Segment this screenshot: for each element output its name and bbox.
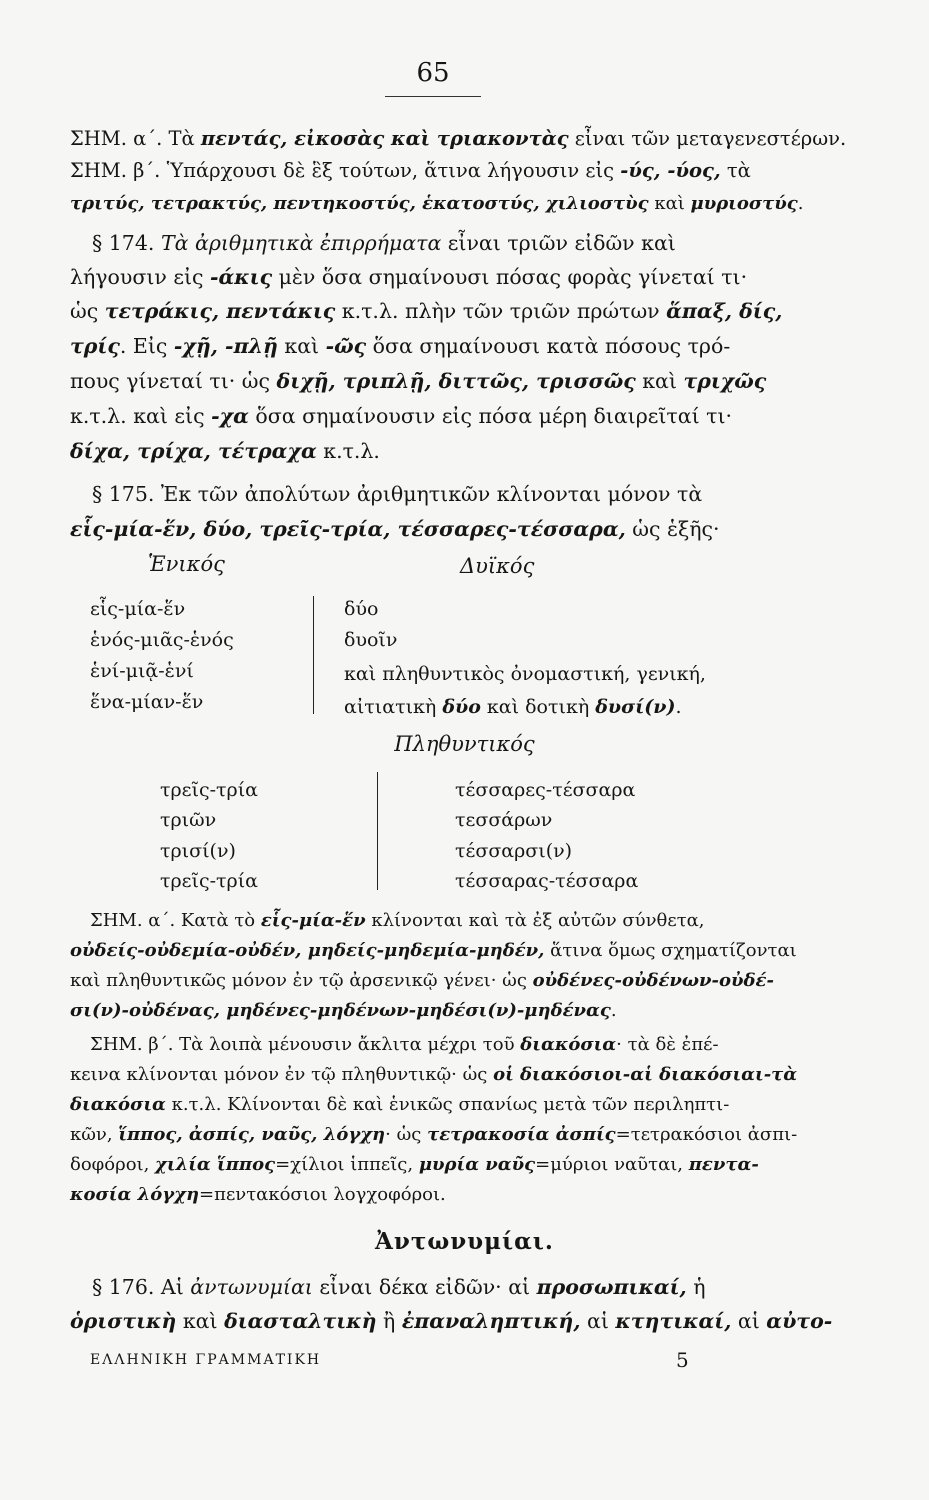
plural-left-form-3: τρισί(ν) <box>160 840 236 862</box>
section-174-line-5: πους γίνεταί τι· ὡς διχῇ, τριπλῇ, διττῶς, τρισσῶς καὶ τριχῶς <box>70 369 767 393</box>
section-174-line-4: τρίς. Εἰς -χῇ, -πλῇ καὶ -ῶς ὅσα σημαίνουσι κατὰ πόσους τρό- <box>70 334 731 358</box>
dual-heading: Δυϊκός <box>460 554 535 578</box>
section-176-line-1: § 176. Αἱ ἀντωνυμίαι εἶναι δέκα εἰδῶν· αἱ προσωπικαί, ἡ <box>92 1275 706 1299</box>
page-number-rule <box>385 96 481 97</box>
section-174-line-2: λήγουσιν εἰς -άκις μὲν ὅσα σημαίνουσι πόσας φορὰς γίνεταί τι· <box>70 265 748 289</box>
section-175-line-1: § 175. Ἐκ τῶν ἀπολύτων ἀριθμητικῶν κλίνονται μόνον τὰ <box>92 482 703 506</box>
note-b-line-1: ΣΗΜ. β΄. Τὰ λοιπὰ μένουσιν ἄκλιτα μέχρι τοῦ διακόσια· τὰ δὲ ἐπέ- <box>90 1034 719 1055</box>
singular-form-2: ἑνός-μιᾶς-ἑνός <box>90 629 234 651</box>
singular-form-1: εἷς-μία-ἕν <box>90 598 186 620</box>
section-174-line-3: ὡς τετράκις, πεντάκις κ.τ.λ. πλὴν τῶν τριῶν πρώτων ἅπαξ, δίς, <box>70 299 783 323</box>
note-b-line-5: δοφόροι, χιλία ἵππος=χίλιοι ἱππεῖς, μυρία ναῦς=μύριοι ναῦται, πεντα- <box>70 1154 759 1175</box>
footer-title: ΕΛΛΗΝΙΚΗ ΓΡΑΜΜΑΤΙΚΗ <box>90 1352 322 1368</box>
plural-left-form-4: τρεῖς-τρία <box>160 870 258 892</box>
plural-heading: Πληθυντικός <box>394 732 535 756</box>
plural-left-form-2: τριῶν <box>160 809 217 831</box>
note-line-2: ΣΗΜ. β΄. Ὑπάρχουσι δὲ ἓξ τούτων, ἅτινα λήγουσιν εἰς -ύς, -ύος, τὰ <box>70 159 751 182</box>
note-a-line-4: σι(ν)-οὐδένας, μηδένες-μηδένων-μηδέσι(ν)-μηδένας. <box>70 1000 617 1021</box>
dual-note-line-1: καὶ πληθυντικὸς ὀνομαστική, γενική, <box>344 663 706 685</box>
note-line-1: ΣΗΜ. α΄. Τὰ πεντάς, εἰκοσὰς καὶ τριακοντὰς εἶναι τῶν μεταγενεστέρων. <box>70 127 847 150</box>
note-a-line-1: ΣΗΜ. α΄. Κατὰ τὸ εἷς-μία-ἕν κλίνονται καὶ τὰ ἐξ αὐτῶν σύνθετα, <box>90 910 705 931</box>
section-174-line-7: δίχα, τρίχα, τέτραχα κ.τ.λ. <box>70 439 380 463</box>
note-b-line-4: κῶν, ἵππος, ἀσπίς, ναῦς, λόγχη· ὡς τετρακοσία ἀσπίς=τετρακόσιοι ἀσπι- <box>70 1124 798 1145</box>
section-176-line-2: ὁριστικὴ καὶ διασταλτικὴ ἢ ἐπαναληπτική, αἱ κτητικαί, αἱ αὐτο- <box>70 1309 833 1333</box>
note-b-line-2: κεινα κλίνονται μόνον ἐν τῷ πληθυντικῷ· ὡς οἱ διακόσιοι-αἱ διακόσιαι-τὰ <box>70 1064 798 1085</box>
singular-form-3: ἑνί-μιᾷ-ἑνί <box>90 660 194 682</box>
dual-form-1: δύο <box>344 598 379 620</box>
singular-heading: Ἑνικός <box>148 552 225 576</box>
page-number: 65 <box>416 58 450 88</box>
note-b-line-3: διακόσια κ.τ.λ. Κλίνονται δὲ καὶ ἑνικῶς σπανίως μετὰ τῶν περιληπτι- <box>70 1094 730 1115</box>
note-line-3: τριτύς, τετρακτύς, πεντηκοστύς, ἑκατοστύς, χιλιοστὺς καὶ μυριοστύς. <box>70 193 804 214</box>
note-a-line-2: οὐδείς-οὐδεμία-οὐδέν, μηδείς-μηδεμία-μηδέν, ἅτινα ὅμως σχηματίζονται <box>70 940 797 961</box>
section-174-line-1: § 174. Τὰ ἀριθμητικὰ ἐπιρρήματα εἶναι τριῶν εἰδῶν καὶ <box>92 231 676 255</box>
plural-right-form-1: τέσσαρες-τέσσαρα <box>455 779 636 801</box>
section-175-line-2: εἷς-μία-ἕν, δύο, τρεῖς-τρία, τέσσαρες-τέσσαρα, ὡς ἑξῆς· <box>70 517 720 541</box>
singular-form-4: ἕνα-μίαν-ἕν <box>90 691 204 713</box>
plural-right-form-4: τέσσαρας-τέσσαρα <box>455 870 639 892</box>
note-b-line-6: κοσία λόγχη=πεντακόσιοι λογχοφόροι. <box>70 1184 446 1205</box>
plural-right-form-3: τέσσαρσι(ν) <box>455 840 573 862</box>
section-174-line-6: κ.τ.λ. καὶ εἰς -χα ὅσα σημαίνουσιν εἰς πόσα μέρη διαιρεῖταί τι· <box>70 404 733 428</box>
dual-form-2: δυοῖν <box>344 629 398 651</box>
table1-divider <box>313 596 314 714</box>
section-heading: Ἀντωνυμίαι. <box>375 1228 554 1255</box>
plural-right-form-2: τεσσάρων <box>455 809 553 831</box>
footer-signature: 5 <box>676 1348 689 1372</box>
dual-note-line-2: αἰτιατικὴ δύο καὶ δοτικὴ δυσί(ν). <box>344 696 682 718</box>
plural-left-form-1: τρεῖς-τρία <box>160 779 258 801</box>
note-a-line-3: καὶ πληθυντικῶς μόνον ἐν τῷ ἀρσενικῷ γένει· ὡς οὐδένες-οὐδένων-οὐδέ- <box>70 970 774 991</box>
table2-divider <box>377 772 378 890</box>
